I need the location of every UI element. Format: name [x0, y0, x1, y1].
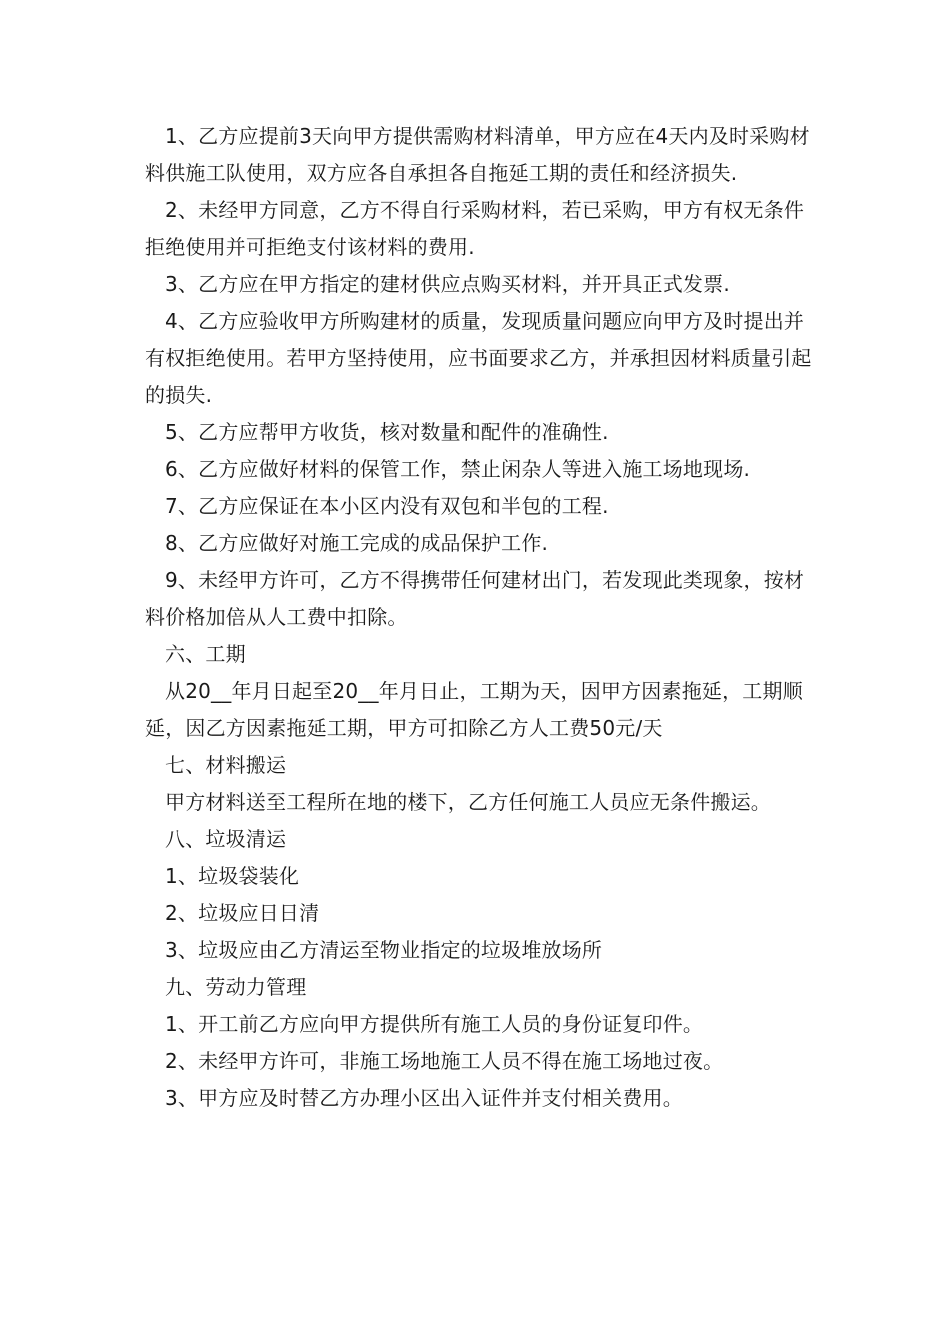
heading-schedule: 六、工期	[165, 642, 246, 666]
paragraph-schedule-terms: 从20__年月日起至20__年月日止，工期为天，因甲方因素拖延，工期顺延，因乙方因素拖延工期，甲方可扣除乙方人工费50元/天	[145, 679, 803, 740]
paragraph-product-protection: 8、乙方应做好对施工完成的成品保护工作.	[165, 531, 549, 555]
paragraph-access-permits: 3、甲方应及时替乙方办理小区出入证件并支付相关费用。	[165, 1086, 683, 1110]
paragraph-id-copies: 1、开工前乙方应向甲方提供所有施工人员的身份证复印件。	[165, 1012, 704, 1036]
paragraph-no-self-purchase: 2、未经甲方同意，乙方不得自行采购材料，若已采购，甲方有权无条件拒绝使用并可拒绝支付该材料的费用.	[145, 198, 805, 259]
heading-material-transport: 七、材料搬运	[165, 753, 287, 777]
paragraph-waste-disposal-site: 3、垃圾应由乙方清运至物业指定的垃圾堆放场所	[165, 938, 603, 962]
paragraph-material-transport: 甲方材料送至工程所在地的楼下，乙方任何施工人员应无条件搬运。	[165, 790, 771, 814]
paragraph-designated-supplier: 3、乙方应在甲方指定的建材供应点购买材料，并开具正式发票.	[165, 272, 730, 296]
document-body	[145, 118, 815, 1117]
heading-waste-removal: 八、垃圾清运	[165, 827, 287, 851]
paragraph-waste-daily: 2、垃圾应日日清	[165, 901, 320, 925]
paragraph-no-overnight: 2、未经甲方许可，非施工场地施工人员不得在施工场地过夜。	[165, 1049, 724, 1073]
paragraph-waste-bagged: 1、垃圾袋装化	[165, 864, 300, 888]
paragraph-material-storage: 6、乙方应做好材料的保管工作，禁止闲杂人等进入施工场地现场.	[165, 457, 751, 481]
paragraph-no-subcontract: 7、乙方应保证在本小区内没有双包和半包的工程.	[165, 494, 609, 518]
paragraph-material-list: 1、乙方应提前3天向甲方提供需购材料清单，甲方应在4天内及时采购材料供施工队使用，双方应各自承担各自拖延工期的责任和经济损失.	[145, 124, 810, 185]
paragraph-receive-goods: 5、乙方应帮甲方收货，核对数量和配件的准确性.	[165, 420, 609, 444]
heading-labor-management: 九、劳动力管理	[165, 975, 307, 999]
paragraph-quality-inspection: 4、乙方应验收甲方所购建材的质量，发现质量问题应向甲方及时提出并有权拒绝使用。若甲方坚持使用，应书面要求乙方，并承担因材料质量引起的损失.	[145, 309, 812, 407]
paragraph-no-removal: 9、未经甲方许可，乙方不得携带任何建材出门，若发现此类现象，按材料价格加倍从人工费中扣除。	[145, 568, 805, 629]
